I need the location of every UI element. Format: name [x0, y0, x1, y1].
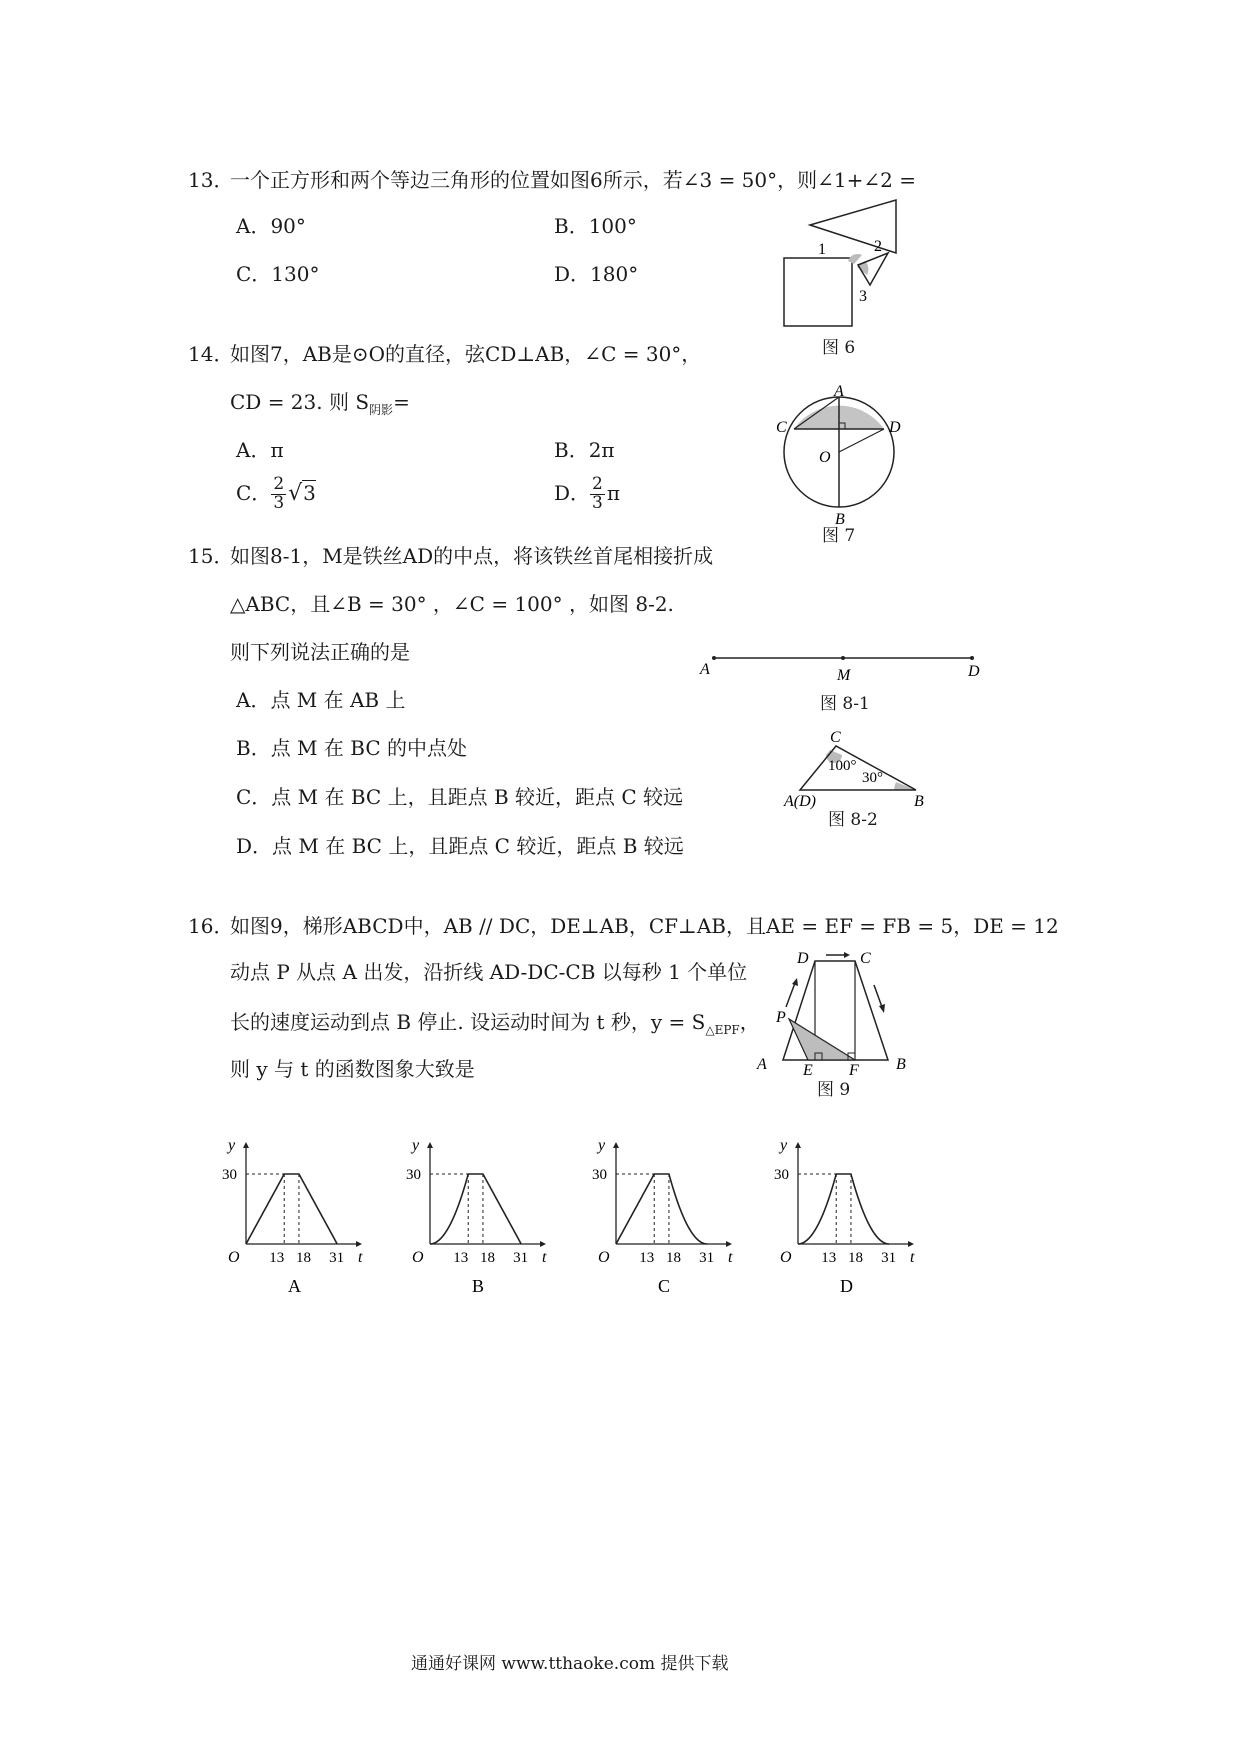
origin-label: O [598, 1249, 610, 1266]
t2-tick-label: 18 [295, 1250, 311, 1266]
fig8-1-label-a: A [700, 661, 710, 678]
arrow-right-icon [844, 952, 850, 958]
fig9-label-a: A [757, 1056, 767, 1073]
q14-stem-subscript: 阴影 [369, 403, 394, 417]
point-a [712, 656, 716, 660]
q14-option-d-denominator: 3 [592, 492, 603, 513]
t-axis-label: t [358, 1249, 363, 1266]
q13-option-b: B．100° [554, 214, 637, 238]
q14-stem-line1: 如图7，AB是⊙O的直径，弦CD⊥AB，∠C = 30°， [230, 342, 702, 366]
arrow-down-icon [879, 1004, 885, 1013]
t2-tick-label: 18 [665, 1250, 681, 1266]
fig7-label-a: A [834, 383, 844, 400]
fig8-2-caption: 图 8-2 [828, 810, 878, 830]
y-axis-label: y [412, 1137, 420, 1154]
q16-stem-line3-end: ， [739, 1010, 760, 1034]
graph-letter-label: D [840, 1276, 853, 1296]
q16-stem-subscript: △EPF [705, 1023, 740, 1037]
q15-number: 15． [188, 544, 234, 568]
q13-option-c: C．130° [236, 262, 320, 286]
graph-letter-label: C [658, 1276, 671, 1296]
fig9-caption: 图 9 [817, 1080, 851, 1100]
q15-stem-line1: 如图8-1，M是铁丝AD的中点，将该铁丝首尾相接折成 [230, 544, 714, 568]
function-curve [798, 1174, 889, 1244]
q13-option-d: D．180° [554, 262, 639, 286]
fig9-label-f: F [849, 1062, 859, 1079]
graph-option-b [404, 1132, 554, 1297]
q15-option-c: C．点 M 在 BC 上，且距点 B 较近，距点 C 较远 [236, 785, 684, 809]
arrow-ad [786, 983, 795, 1007]
function-curve [430, 1174, 521, 1244]
q14-option-d [554, 476, 620, 513]
t-axis-arrow-icon [726, 1241, 732, 1247]
ymax-tick-label: 30 [222, 1167, 237, 1183]
fig7-caption: 图 7 [822, 526, 856, 546]
q14-option-b: B．2π [554, 438, 615, 462]
graph-option-d [772, 1132, 922, 1297]
q14-option-d-prefix: D． [554, 480, 591, 505]
figure-9 [750, 945, 920, 1079]
segment-od [839, 429, 884, 452]
ymax-tick-label: 30 [592, 1167, 607, 1183]
q14-option-a: A．π [236, 438, 284, 462]
fig8-2-label-ad: A(D) [784, 793, 816, 810]
square-shape [784, 258, 852, 326]
q14-stem-main: CD = 23. 则 S [230, 390, 370, 414]
y-axis-label: y [228, 1137, 236, 1154]
y-axis-arrow-icon [795, 1142, 801, 1148]
t1-tick-label: 13 [453, 1250, 469, 1266]
graph-letter-label: B [472, 1276, 485, 1296]
q15-stem-line2: △ABC，且∠B = 30° ，∠C = 100° ，如图 8-2. [230, 592, 674, 616]
t3-tick-label: 31 [699, 1250, 715, 1266]
sqrt-icon: √ [288, 480, 303, 506]
y-axis-arrow-icon [243, 1142, 249, 1148]
fig9-label-p: P [776, 1009, 786, 1026]
arrow-up-icon [792, 978, 798, 986]
fig6-label-1: 1 [818, 241, 826, 258]
t-axis-arrow-icon [908, 1241, 914, 1247]
q14-option-c [236, 476, 316, 513]
t3-tick-label: 31 [881, 1250, 897, 1266]
y-axis-label: y [598, 1137, 606, 1154]
q16-stem-line2: 动点 P 从点 A 出发，沿折线 AD-DC-CB 以每秒 1 个单位 [230, 960, 748, 984]
q16-stem-line3-main: 长的速度运动到点 B 停止. 设运动时间为 t 秒，y = S [230, 1010, 706, 1034]
q16-number: 16． [188, 914, 234, 938]
fig7-label-o: O [819, 449, 831, 466]
fig7-label-d: D [889, 419, 901, 436]
fig8-2-angle-c: 100° [828, 758, 857, 774]
q16-stem-line3 [230, 1012, 760, 1036]
figure-8-2 [780, 722, 950, 812]
q13-option-a: A．90° [236, 214, 306, 238]
fig6-label-3: 3 [859, 288, 867, 305]
q14-option-d-numerator: 2 [592, 474, 603, 494]
q15-option-b: B．点 M 在 BC 的中点处 [236, 736, 467, 760]
y-axis-arrow-icon [613, 1142, 619, 1148]
t3-tick-label: 31 [513, 1250, 529, 1266]
point-m [841, 656, 845, 660]
q14-option-c-prefix: C． [236, 480, 272, 505]
fig6-label-2: 2 [874, 238, 882, 255]
q13-number: 13． [188, 168, 234, 192]
t1-tick-label: 13 [269, 1250, 285, 1266]
t-axis-label: t [728, 1249, 733, 1266]
fig7-label-b: B [835, 511, 845, 528]
function-curve [616, 1174, 707, 1244]
q14-option-c-numerator: 2 [273, 474, 285, 494]
trapezoid-abcd [783, 961, 888, 1060]
graph-option-a [220, 1132, 370, 1297]
t-axis-label: t [910, 1249, 915, 1266]
q16-stem-line1: 如图9，梯形ABCD中，AB // DC，DE⊥AB，CF⊥AB，且AE = EF = FB = 5，DE = 12 [230, 914, 1059, 938]
figure-7 [770, 380, 920, 530]
q15-stem-line3: 则下列说法正确的是 [230, 640, 410, 664]
origin-label: O [412, 1249, 424, 1266]
q14-option-d-fraction [590, 476, 605, 513]
q13-stem: 一个正方形和两个等边三角形的位置如图6所示，若∠3 = 50°，则∠1+∠2 = [230, 168, 916, 192]
fig9-label-b: B [896, 1056, 906, 1073]
angle-2-shade [848, 254, 862, 264]
t3-tick-label: 31 [329, 1250, 345, 1266]
t-axis-label: t [542, 1249, 547, 1266]
t-axis-arrow-icon [356, 1241, 362, 1247]
footer-credit: 通通好课网 www.tthaoke.com 提供下载 [411, 1654, 729, 1674]
fig6-caption: 图 6 [822, 338, 856, 358]
t1-tick-label: 13 [639, 1250, 655, 1266]
fig7-label-c: C [776, 419, 787, 436]
y-axis-arrow-icon [427, 1142, 433, 1148]
q15-option-a: A．点 M 在 AB 上 [236, 688, 406, 712]
fig8-2-label-c: C [830, 729, 841, 746]
ymax-tick-label: 30 [774, 1167, 789, 1183]
t2-tick-label: 18 [479, 1250, 495, 1266]
t1-tick-label: 13 [821, 1250, 837, 1266]
fig9-label-e: E [803, 1062, 813, 1079]
q14-option-d-pi: π [606, 480, 621, 505]
q15-option-d: D．点 M 在 BC 上，且距点 C 较近，距点 B 较远 [236, 834, 684, 858]
t-axis-arrow-icon [540, 1241, 546, 1247]
graph-option-c [590, 1132, 740, 1297]
fig8-2-label-b: B [914, 793, 924, 810]
q14-option-c-denominator: 3 [273, 492, 285, 513]
y-axis-label: y [780, 1137, 788, 1154]
graph-letter-label: A [288, 1276, 301, 1296]
t2-tick-label: 18 [847, 1250, 863, 1266]
fig8-1-label-d: D [968, 663, 980, 680]
fig8-1-caption: 图 8-1 [820, 694, 870, 714]
q14-option-c-fraction [271, 476, 286, 513]
arrow-cb [874, 985, 882, 1007]
q14-stem-line2 [230, 392, 410, 416]
origin-label: O [780, 1249, 792, 1266]
point-d [970, 656, 974, 660]
q16-stem-line4: 则 y 与 t 的函数图象大致是 [230, 1057, 475, 1081]
fig8-2-angle-b: 30° [862, 770, 883, 786]
q14-option-c-radicand: 3 [303, 480, 316, 505]
fig9-label-d: D [797, 950, 809, 967]
origin-label: O [228, 1249, 240, 1266]
ymax-tick-label: 30 [406, 1167, 421, 1183]
figure-8-1 [690, 640, 1000, 690]
fig8-1-label-m: M [837, 667, 851, 684]
fig9-label-c: C [860, 950, 871, 967]
q14-number: 14． [188, 342, 234, 366]
function-curve [246, 1174, 337, 1244]
q14-stem-end: = [393, 390, 410, 414]
